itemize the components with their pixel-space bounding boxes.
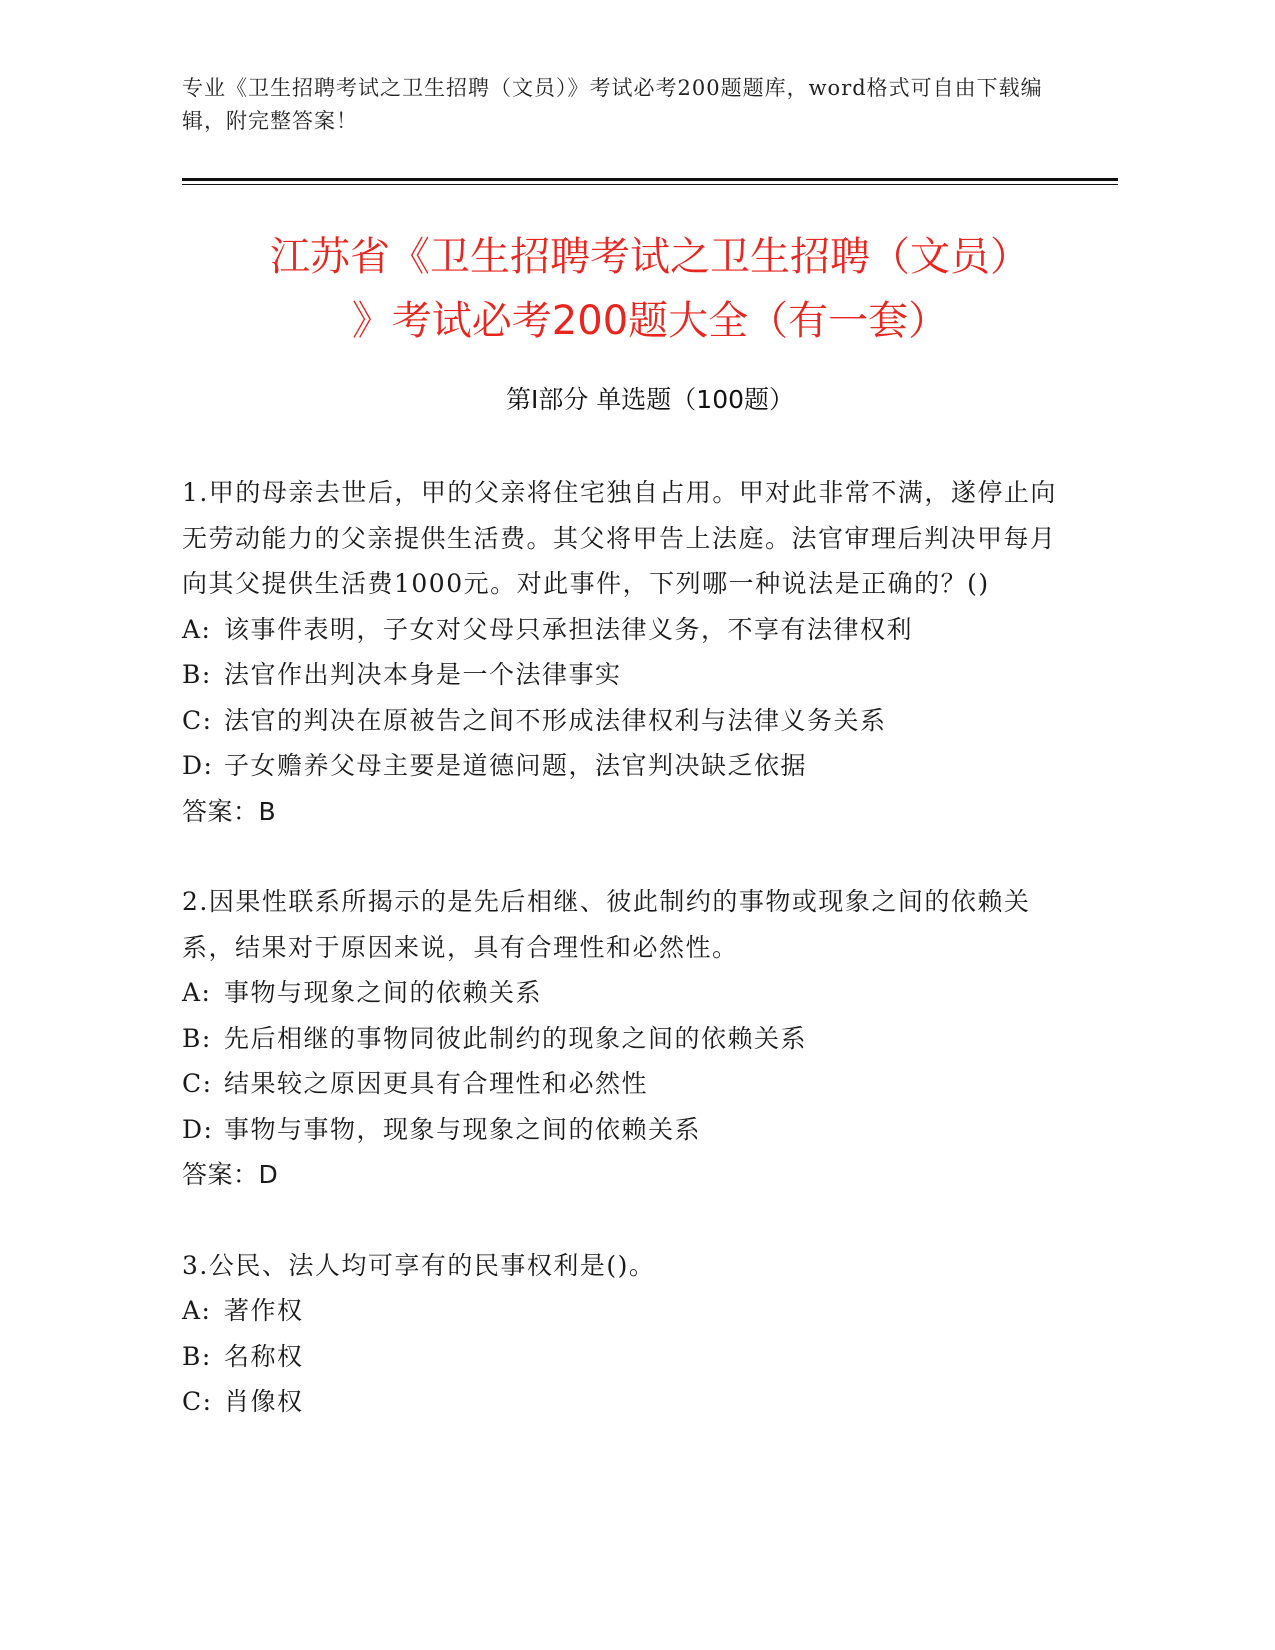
option-text: 结果较之原因更具有合理性和必然性 — [224, 1069, 649, 1098]
header-divider-thin — [182, 184, 1118, 185]
document-title-line-1: 江苏省《卫生招聘考试之卫生招聘（文员） — [270, 234, 1030, 280]
question-1 — [182, 470, 1062, 834]
question-stem: 2.因果性联系所揭示的是先后相继、彼此制约的事物或现象之间的依赖关系，结果对于原因来说，具有合理性和必然性。 — [182, 887, 1031, 962]
answer-line: 答案：D — [182, 1160, 279, 1189]
option-letter: A: — [182, 978, 212, 1007]
option-a — [182, 607, 1062, 653]
option-text: 先后相继的事物同彼此制约的现象之间的依赖关系 — [224, 1023, 808, 1053]
option-b — [182, 652, 1062, 698]
option-text: 著作权 — [224, 1296, 304, 1325]
option-letter: C: — [182, 1387, 213, 1416]
option-text: 子女赡养父母主要是道德问题，法官判决缺乏依据 — [224, 751, 808, 780]
question-stem: 3.公民、法人均可享有的民事权利是()。 — [182, 1250, 656, 1280]
option-text: 该事件表明，子女对父母只承担法律义务，不享有法律权利 — [224, 614, 914, 644]
option-c — [182, 1061, 1062, 1107]
option-letter: A: — [182, 614, 212, 644]
option-letter: B: — [182, 1341, 212, 1371]
document-title-line-2: 》考试必考200题大全（有一套） — [351, 298, 949, 344]
option-text: 名称权 — [224, 1341, 304, 1371]
option-text: 肖像权 — [224, 1387, 304, 1416]
option-letter: C: — [182, 1069, 213, 1098]
option-b — [182, 1334, 1062, 1380]
question-2 — [182, 879, 1062, 1198]
part-heading: 第Ⅰ部分 单选题（100题） — [505, 385, 795, 414]
header-divider-thick — [182, 178, 1118, 181]
option-text: 法官的判决在原被告之间不形成法律权利与法律义务关系 — [224, 705, 887, 735]
option-d — [182, 1107, 1062, 1153]
option-a — [182, 970, 1062, 1016]
option-text: 事物与现象之间的依赖关系 — [224, 978, 543, 1007]
option-c — [182, 1379, 1062, 1425]
option-d — [182, 743, 1062, 789]
question-list — [182, 470, 1062, 1470]
option-text: 法官作出判决本身是一个法律事实 — [224, 660, 622, 689]
header-note: 专业《卫生招聘考试之卫生招聘（文员）》考试必考200题题库，word格式可自由下载编辑，附完整答案！ — [182, 76, 1043, 133]
question-3 — [182, 1243, 1062, 1425]
option-letter: A: — [182, 1296, 212, 1325]
option-letter: C: — [182, 705, 213, 735]
option-b — [182, 1016, 1062, 1062]
answer-line: 答案：B — [182, 796, 277, 826]
option-a — [182, 1288, 1062, 1334]
option-letter: B: — [182, 1023, 212, 1053]
option-letter: B: — [182, 660, 212, 689]
option-letter: D: — [182, 1114, 214, 1144]
option-letter: D: — [182, 751, 214, 780]
option-c — [182, 698, 1062, 744]
document-title — [150, 225, 1150, 353]
option-text: 事物与事物，现象与现象之间的依赖关系 — [224, 1114, 702, 1144]
question-stem: 1.甲的母亲去世后，甲的父亲将住宅独自占用。甲对此非常不满，遂停止向无劳动能力的父亲提供生活费。其父将甲告上法庭。法官审理后判决甲每月向其父提供生活费1000元。对此事件，下列哪一种说法是正确的？() — [182, 478, 1057, 598]
